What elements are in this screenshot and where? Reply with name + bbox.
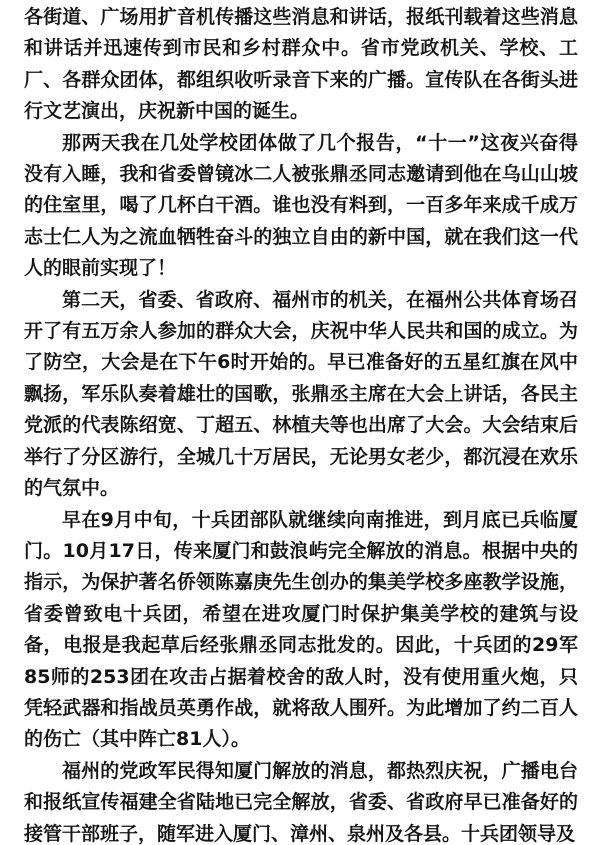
paragraph-mass-rally: 第二天，省委、省政府、福州市的机关，在福州公共体育场召开了有五万余人参加的群众大会，庆祝中华人民共和国的成立。为了防空，大会是在下午6时开始的。早已准备好的五星红旗在风中飘扬，军乐队奏着雄壮的国歌，张鼎丞主席在大会上讲话，各民主党派的代表陈绍宽、丁超五、林植夫等也出席了大会。大会结束后举行了分区游行，全城几十万居民，无论男女老少，都沉浸在欢乐的气氛中。 [24,288,578,500]
paragraph-fujian-takeover: 福州的党政军民得知厦门解放的消息，都热烈庆祝，广播电台和报纸宣传福建全省陆地已完全解放，省委、省政府早已准备好的接管干部班子，随军进入厦门、漳州、泉州及各县。十兵团领导及 [24,759,578,845]
paragraph-xiamen-liberation: 早在9月中旬，十兵团部队就继续向南推进，到月底已兵临厦门。10月17日，传来厦门和鼓浪屿完全解放的消息。根据中央的指示，为保护著名侨领陈嘉庚先生创办的集美学校多座教学设施，省委曾致电十兵团，希望在进攻厦门时保护集美学校的建筑与设备，电报是我起草后经张鼎丞同志批发的。因此，十兵团的29军85师的253团在攻击占据着校舍的敌人时，没有使用重火炮，只凭轻武器和指战员英勇作战，就将敌人围歼。为此增加了约二百人的伤亡（其中阵亡81人）。 [24,508,578,751]
paragraph-national-day-night: 那两天我在几处学校团体做了几个报告，“十一”这夜兴奋得没有入睡，我和省委曾镜冰二人被张鼎丞同志邀请到他在乌山山坡的住室里，喝了几杯白干酒。谁也没有料到，一百多年来成千成万志士仁人为之流血牺牲奋斗的独立自由的新中国，就在我们这一代人的眼前实现了！ [24,131,578,280]
paragraph-broadcast-celebration: 各街道、广场用扩音机传播这些消息和讲话，报纸刊载着这些消息和讲话并迅速传到市民和乡村群众中。省市党政机关、学校、工厂、各群众团体，都组织收听录音下来的广播。宣传队在各街头进行文艺演出，庆祝新中国的诞生。 [24,6,578,123]
